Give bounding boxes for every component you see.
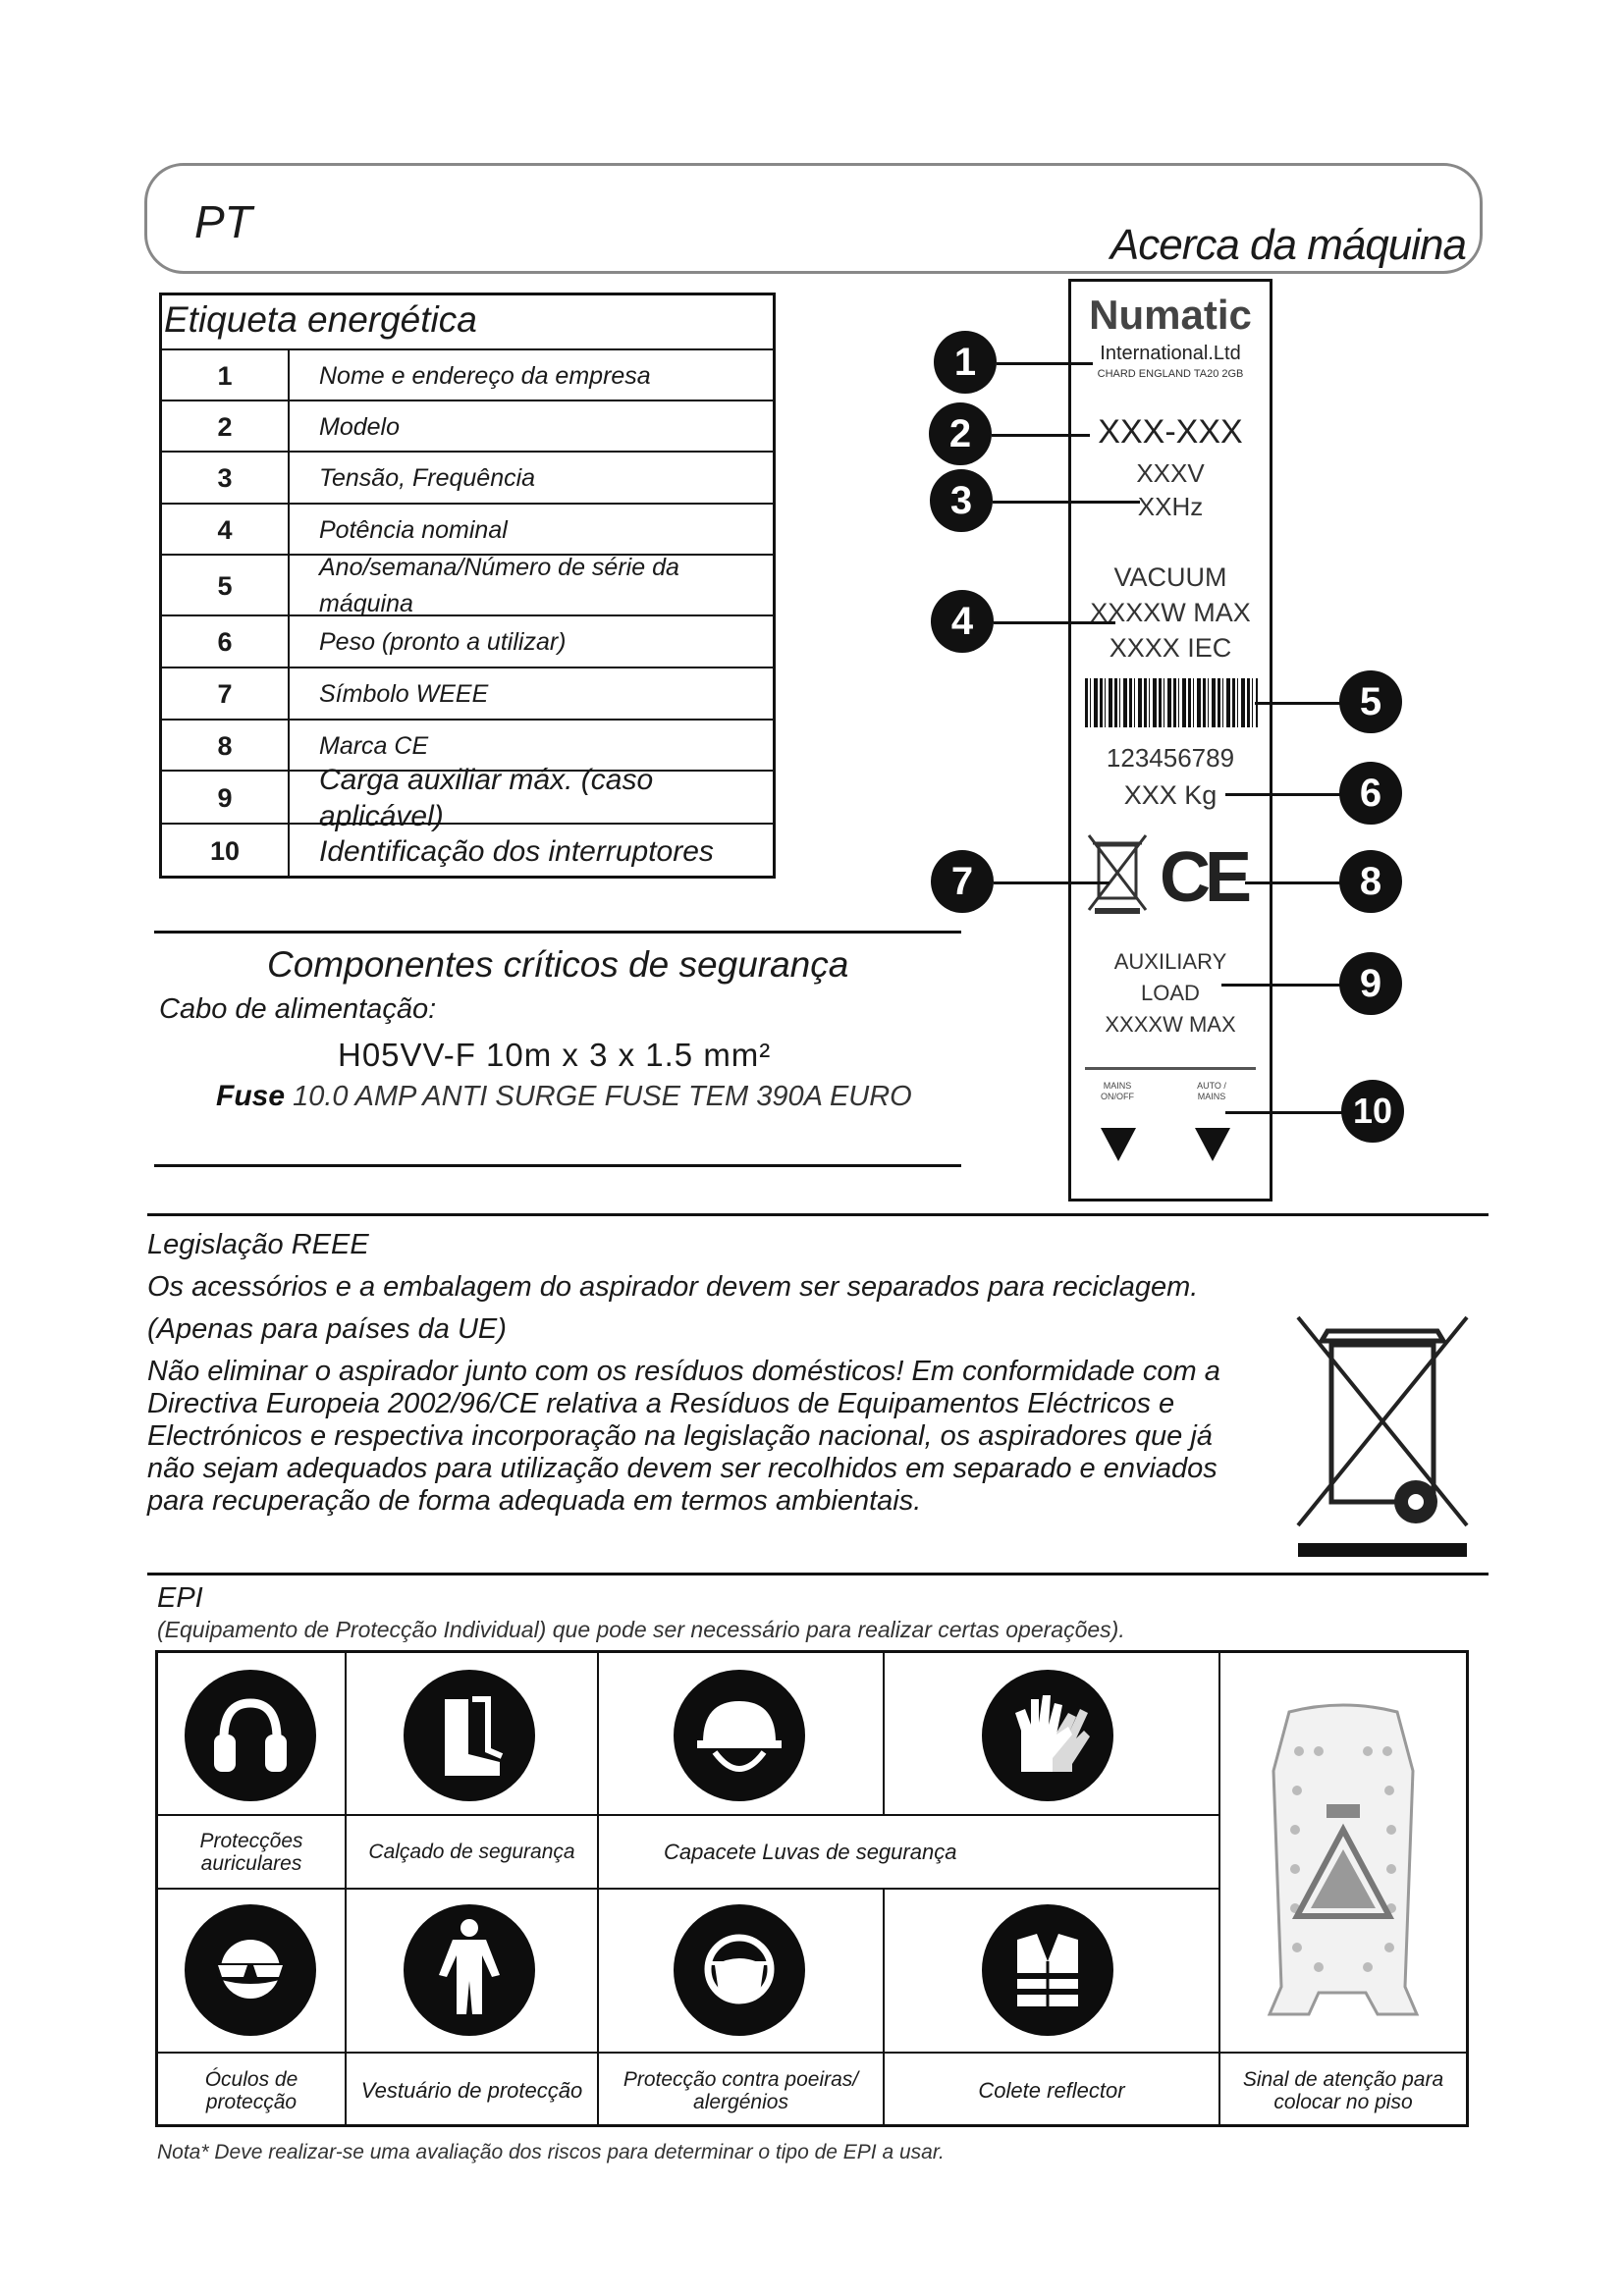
switch-arrow-icon	[1101, 1128, 1136, 1161]
plate-product: VACUUM	[1113, 562, 1227, 592]
label-helmet-gloves: Capacete Luvas de segurança	[664, 1840, 957, 1864]
plate-brand: Numatic	[1089, 292, 1252, 338]
dust-mask-icon	[674, 1904, 805, 2036]
label-safety-boots: Calçado de segurança	[368, 1841, 575, 1863]
table-row: 10 Identificação dos interruptores	[162, 823, 773, 878]
callout-3: 3	[930, 469, 993, 532]
callout-8: 8	[1339, 850, 1402, 913]
label-safety-goggles: Óculos de protecção	[204, 2067, 298, 2113]
divider	[154, 1164, 961, 1167]
switch-mains-label: MAINS ON/OFF	[1101, 1081, 1134, 1101]
plate-weight: XXX Kg	[1123, 780, 1218, 810]
callout-4: 4	[931, 590, 994, 653]
weee-line1: Os acessórios e a embalagem do aspirador devem ser separados para reciclagem.	[147, 1271, 1199, 1303]
plate-iec: XXXX IEC	[1109, 633, 1232, 663]
epi-note: Nota* Deve realizar-se uma avaliação dos riscos para determinar o tipo de EPI a usar.	[157, 2141, 945, 2163]
fuse-label: Fuse	[216, 1080, 286, 1112]
plate-company: International.Ltd	[1100, 343, 1241, 364]
callout-9: 9	[1339, 952, 1402, 1015]
ear-protection-icon	[185, 1670, 316, 1801]
ce-mark: CE	[1160, 838, 1247, 917]
divider	[154, 931, 961, 934]
fuse-text: 10.0 AMP ANTI SURGE FUSE TEM 390A EURO	[293, 1081, 912, 1112]
table-row: 6 Peso (pronto a utilizar)	[162, 614, 773, 668]
plate-frequency: XXHz	[1137, 492, 1204, 521]
language-code: PT	[194, 196, 252, 247]
cable-label: Cabo de alimentação:	[159, 993, 437, 1025]
plate-aux3: XXXXW MAX	[1105, 1012, 1236, 1037]
safety-title: Componentes críticos de segurança	[267, 944, 849, 985]
fuse-spec	[216, 1080, 912, 1113]
weee-bin-icon	[1294, 1311, 1471, 1561]
epi-title: EPI	[157, 1582, 203, 1614]
callout-1: 1	[934, 331, 997, 394]
table-row: 4 Potência nominal	[162, 503, 773, 556]
epi-subtitle: (Equipamento de Protecção Individual) que pode ser necessário para realizar certas operações).	[157, 1617, 1125, 1642]
plate-model: XXX-XXX	[1098, 413, 1243, 451]
weee-title: Legislação REEE	[147, 1229, 369, 1260]
reflective-vest-icon	[982, 1904, 1113, 2036]
table-row: 5 Ano/semana/Número de série da máquina	[162, 554, 773, 616]
safety-goggles-icon	[185, 1904, 316, 2036]
table-row: 3 Tensão, Frequência	[162, 451, 773, 505]
plate-voltage: XXXV	[1136, 458, 1205, 488]
callout-6: 6	[1339, 762, 1402, 825]
barcode	[1085, 678, 1258, 727]
table-row: 2 Modelo	[162, 400, 773, 453]
divider	[147, 1573, 1489, 1575]
callout-7: 7	[931, 850, 994, 913]
energy-label-table	[159, 293, 776, 879]
plate-aux1: AUXILIARY	[1113, 949, 1227, 974]
ppe-grid	[155, 1650, 1469, 2127]
energy-label-title: Etiqueta energética	[164, 299, 477, 340]
wet-floor-sign-icon	[1260, 1702, 1427, 2026]
cable-spec: H05VV-F 10m x 3 x 1.5 mm²	[338, 1037, 772, 1073]
label-ear-protection: Protecções auriculares	[199, 1829, 303, 1875]
weee-line2: (Apenas para países da UE)	[147, 1313, 507, 1345]
label-dust-mask: Protecção contra poeiras/ alergénios	[623, 2067, 859, 2113]
table-row: 9 Carga auxiliar máx. (caso aplicável)	[162, 770, 773, 825]
plate-aux2: LOAD	[1141, 981, 1200, 1005]
callout-5: 5	[1339, 670, 1402, 733]
callout-10: 10	[1341, 1080, 1404, 1143]
switch-arrow-icon	[1195, 1128, 1230, 1161]
switch-auto-label: AUTO / MAINS	[1197, 1081, 1226, 1101]
label-reflective-vest: Colete reflector	[978, 2078, 1125, 2103]
plate-address: CHARD ENGLAND TA20 2GB	[1097, 368, 1244, 380]
label-protective-clothing: Vestuário de protecção	[360, 2078, 583, 2103]
table-row: 7 Símbolo WEEE	[162, 667, 773, 721]
table-row: 1 Nome e endereço da empresa	[162, 348, 773, 401]
page-header	[144, 163, 1483, 274]
divider	[147, 1213, 1489, 1216]
hard-hat-icon	[674, 1670, 805, 1801]
page-title: Acerca da máquina	[1110, 221, 1466, 269]
protective-clothing-icon	[404, 1904, 535, 2036]
rating-plate	[1068, 279, 1272, 1201]
weee-section	[147, 1229, 1276, 1518]
weee-paragraph: Não eliminar o aspirador junto com os resíduos domésticos! Em conformidade com a Directiva Europeia 2002/96/CE relativa a Resíduos de Equipamentos Eléctricos e Electrónicos e respectiva incorporação na legislação nacional, os aspiradores que já não sejam adequados para utilização devem ser recolhidos em separado e enviados para recuperação de forma adequada em termos ambientais.	[147, 1356, 1220, 1517]
plate-power: XXXXW MAX	[1090, 598, 1251, 627]
plate-serial: 123456789	[1106, 743, 1235, 773]
safety-boots-icon	[404, 1670, 535, 1801]
table-row: 8 Marca CE	[162, 719, 773, 772]
weee-bin-icon	[1085, 831, 1150, 916]
callout-2: 2	[929, 402, 992, 465]
safety-gloves-icon	[982, 1670, 1113, 1801]
label-floor-sign: Sinal de atenção para colocar no piso	[1242, 2067, 1444, 2113]
